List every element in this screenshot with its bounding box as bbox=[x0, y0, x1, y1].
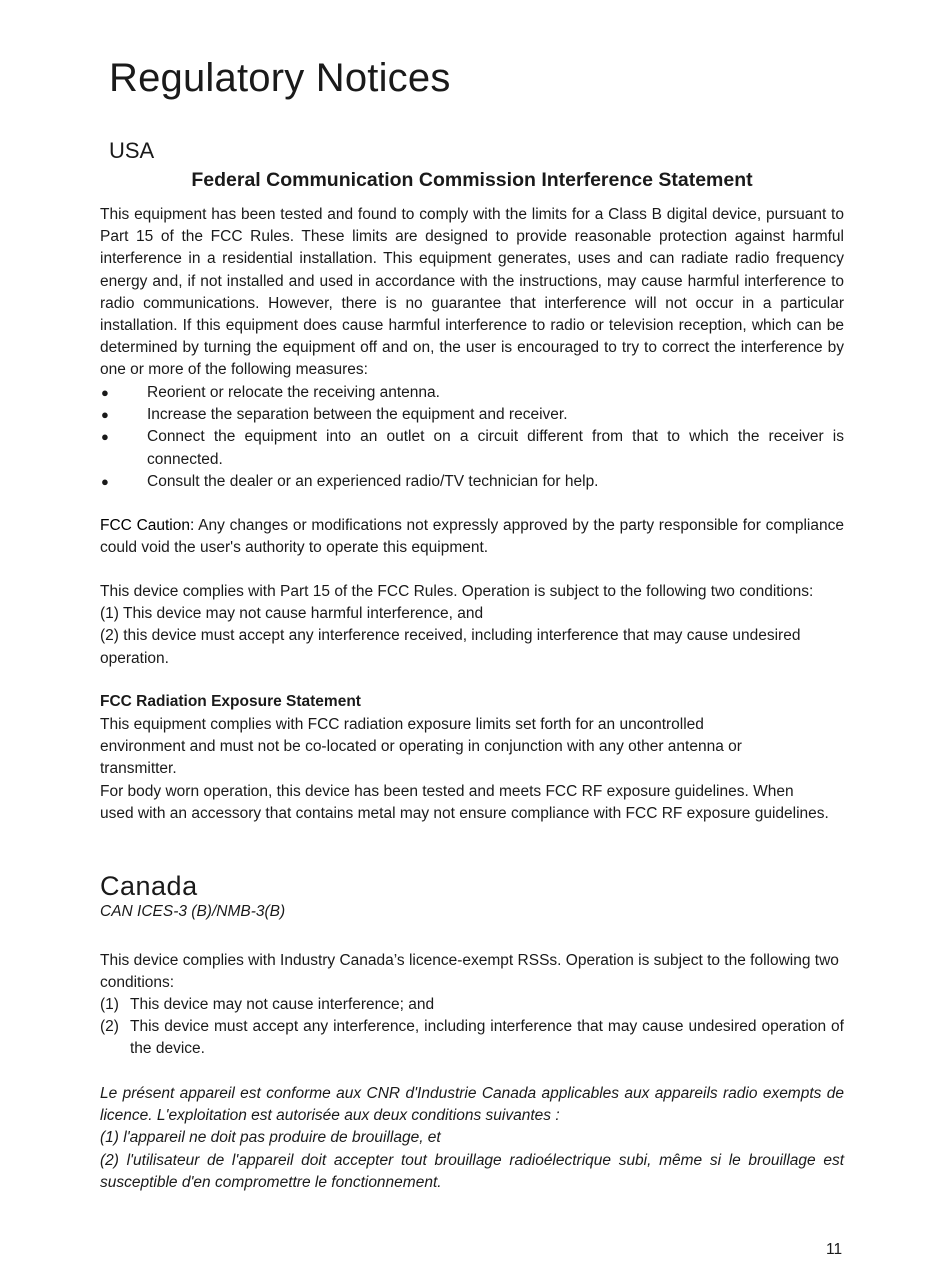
page-title: Regulatory Notices bbox=[109, 56, 451, 100]
condition-text: This device must accept any interference, including interference that may cause undesired operation of the device. bbox=[130, 1018, 844, 1058]
list-item bbox=[100, 426, 844, 470]
list-item bbox=[100, 471, 844, 493]
bullet-icon: ● bbox=[101, 385, 109, 400]
usa-heading: USA bbox=[109, 138, 155, 163]
fcc-intro-paragraph: This equipment has been tested and found to comply with the limits for a Class B digital device, pursuant to Part 15 of the FCC Rules. These limits are designed to provide reasonable protection against harmful interference in a residential installation. This equipment generates, uses and can radiate radio frequency energy and, if not installed and used in accordance with the instructions, may cause harmful interference to radio communications. However, there is no guarantee that interference will not occur in a particular installation. If this equipment does cause harmful interference to radio or television reception, which can be determined by turning the equipment off and on, the user is encouraged to try to correct the interference by one or more of the following measures: bbox=[100, 206, 844, 379]
canada-heading: Canada bbox=[100, 871, 198, 901]
french-text: (2) l'utilisateur de l'appareil doit accepter tout brouillage radioélectrique subi, même si le brouillage est susceptible d'en compromettre le fonctionnement. bbox=[100, 1151, 844, 1191]
condition-number: (2) bbox=[100, 1018, 119, 1036]
french-block bbox=[100, 1083, 844, 1194]
caution-text: Any changes or modifications not expressly approved by the party responsible for compliance could void the user's authority to operate this equipment. bbox=[100, 517, 844, 557]
canada-intro-paragraph: This device complies with Industry Canada’s licence-exempt RSSs. Operation is subject to the following two conditions: bbox=[100, 952, 839, 992]
list-item bbox=[100, 1016, 844, 1060]
bullet-icon: ● bbox=[101, 473, 109, 489]
part15-line: (2) this device must accept any interference received, including interference that may cause undesired operation. bbox=[100, 627, 801, 667]
part15-line: (1) This device may not cause harmful interference, and bbox=[100, 605, 484, 623]
bullet-icon: ● bbox=[101, 429, 109, 445]
part15-block bbox=[100, 581, 844, 670]
measure-text: Reorient or relocate the receiving antenna. bbox=[147, 384, 440, 401]
list-item bbox=[100, 994, 844, 1016]
measure-text: Consult the dealer or an experienced radio/TV technician for help. bbox=[147, 472, 599, 490]
list-item bbox=[100, 404, 844, 426]
condition-text: This device may not cause interference; and bbox=[130, 996, 435, 1013]
list-item bbox=[100, 382, 844, 404]
radiation-block bbox=[100, 714, 844, 825]
page-number: 11 bbox=[826, 1241, 843, 1258]
measures-list bbox=[100, 382, 844, 493]
condition-number: (1) bbox=[100, 996, 119, 1013]
french-text: (1) l'appareil ne doit pas produire de brouillage, et bbox=[100, 1129, 441, 1147]
caution-label: FCC Caution: bbox=[100, 517, 195, 534]
french-text: Le présent appareil est conforme aux CNR d'Industrie Canada applicables aux appareils radio exempts de licence. L'exploitation est autorisée aux deux conditions suivantes : bbox=[100, 1085, 844, 1125]
measure-text: Connect the equipment into an outlet on a circuit different from that to which the receiver is connected. bbox=[147, 428, 844, 468]
radiation-heading: FCC Radiation Exposure Statement bbox=[100, 693, 361, 710]
radiation-text: For body worn operation, this device has been tested and meets FCC RF exposure guidelines. When used with an accessory that contains metal may not ensure compliance with FCC RF exposure guidelines. bbox=[100, 782, 829, 822]
part15-line: This device complies with Part 15 of the FCC Rules. Operation is subject to the following two conditions: bbox=[100, 583, 814, 600]
measure-text: Increase the separation between the equipment and receiver. bbox=[147, 406, 568, 424]
radiation-text: This equipment complies with FCC radiation exposure limits set forth for an uncontrolled environment and must not be co-located or operating in conjunction with any other antenna or transmitter. bbox=[100, 716, 742, 778]
fcc-caution-paragraph bbox=[100, 515, 844, 559]
bullet-icon: ● bbox=[101, 407, 109, 423]
canada-conditions-list bbox=[100, 994, 844, 1061]
canada-subheading: CAN ICES-3 (B)/NMB-3(B) bbox=[100, 903, 286, 920]
fcc-statement-heading: Federal Communication Commission Interference Statement bbox=[191, 169, 753, 191]
